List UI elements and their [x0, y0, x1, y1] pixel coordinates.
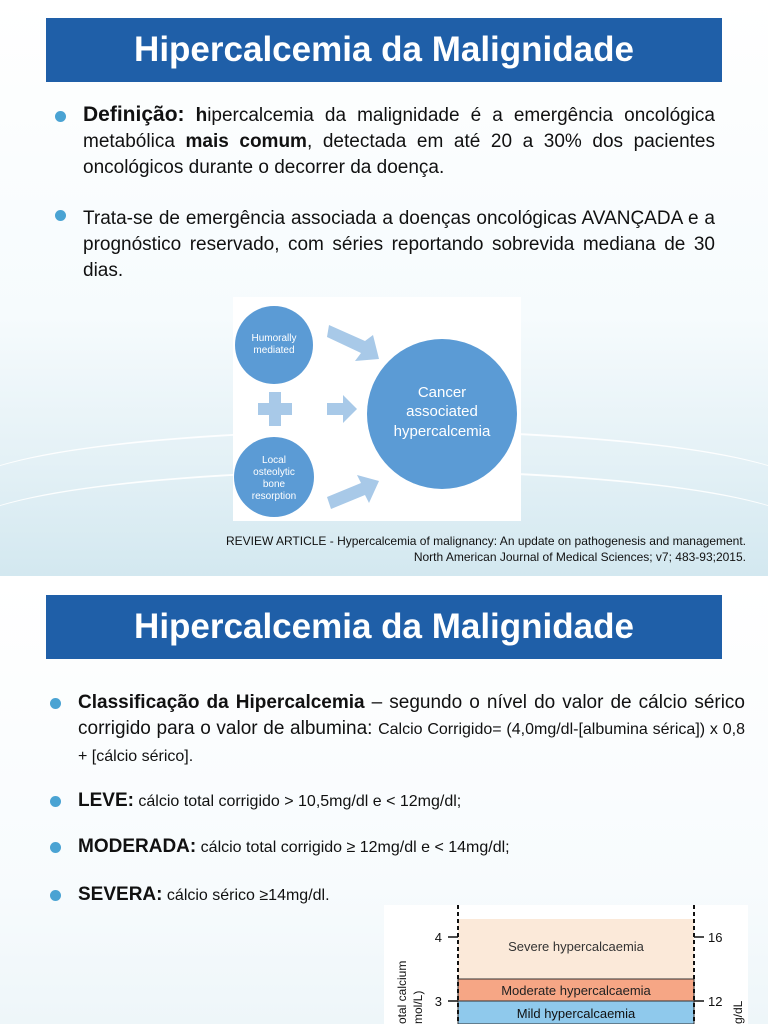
- bullet-icon: [55, 111, 66, 122]
- severa-item: [78, 882, 330, 909]
- definition-bold: mais comum: [185, 131, 307, 152]
- slide-title: Hipercalcemia da Malignidade: [46, 18, 722, 82]
- severa-text: cálcio sérico ≥14mg/dl.: [162, 887, 330, 904]
- slide-2: [0, 582, 768, 1024]
- left-tick-label: 3: [434, 994, 442, 1009]
- arrow-icon: [327, 475, 379, 509]
- leve-text: cálcio total corrigido > 10,5mg/dl e < 12mg/dl;: [133, 793, 462, 810]
- plus-icon: [258, 392, 292, 426]
- severa-label: SEVERA:: [78, 884, 163, 905]
- classification-text: – segundo o nível do valor de cálcio sérico corrigido para o valor de albumina:: [78, 692, 746, 739]
- diagram-svg: [233, 297, 521, 521]
- right-tick-label: 12: [708, 994, 723, 1009]
- citation-line-1: REVIEW ARTICLE - Hypercalcemia of malignancy: An update on pathogenesis and management.: [225, 534, 746, 548]
- left-tick-label: 4: [434, 930, 442, 945]
- classification-paragraph: [78, 690, 745, 770]
- arrow-icon: [327, 325, 379, 361]
- citation: [226, 533, 746, 565]
- bullet-icon: [55, 210, 66, 221]
- left-axis-unit: mol/L): [411, 990, 425, 1024]
- left-axis-label: otal calcium: [395, 960, 409, 1024]
- definition-initial: h: [195, 105, 208, 126]
- arrow-icon: [327, 395, 357, 423]
- severe-band-label: Severe hypercalcaemia: [508, 939, 644, 954]
- definition-text-b: , detectada em até 20 a 30% dos pacientes oncológicos durante o decorrer da doença.: [83, 131, 715, 178]
- bullet-icon: [50, 796, 61, 807]
- humoral-line-1: Humorally: [251, 333, 297, 344]
- slide-title: Hipercalcemia da Malignidade: [46, 595, 722, 659]
- bullet-icon: [50, 890, 61, 901]
- leve-item: [78, 788, 461, 815]
- bullet-icon: [50, 698, 61, 709]
- osteolytic-line-2: osteolytic: [253, 467, 295, 478]
- cancer-line-3: hypercalcemia: [393, 423, 491, 440]
- leve-label: LEVE:: [78, 790, 134, 811]
- cancer-line-2: associated: [406, 403, 478, 420]
- pathogenesis-diagram: [233, 297, 521, 521]
- moderada-text: cálcio total corrigido ≥ 12mg/dl e < 14mg/dl;: [196, 839, 510, 856]
- advanced-paragraph: Trata-se de emergência associada a doenças oncológicas AVANÇADA e a prognóstico reservado, com séries reportando sobrevida mediana de 30 dias.: [83, 208, 715, 281]
- definition-lead: Definição:: [83, 103, 185, 126]
- right-tick-label: 16: [708, 930, 723, 945]
- chart-svg: [384, 905, 748, 1024]
- moderada-label: MODERADA:: [78, 836, 197, 857]
- definition-paragraph: [83, 102, 715, 181]
- osteolytic-line-3: bone: [262, 479, 286, 490]
- humoral-line-2: mediated: [253, 345, 295, 356]
- calcium-levels-chart: [384, 905, 748, 1024]
- definition-text-a: ipercalcemia da malignidade é a emergência oncológica metabólica: [83, 105, 715, 152]
- classification-lead: Classificação da Hipercalcemia: [78, 692, 365, 713]
- mild-band-label: Mild hypercalcaemia: [516, 1006, 636, 1021]
- citation-line-2: North American Journal of Medical Sciences; v7; 483-93;2015.: [413, 550, 746, 564]
- classification-formula: Calcio Corrigido= (4,0mg/dl-[albumina sérica]) x 0,8 + [cálcio sérico].: [78, 721, 745, 765]
- moderate-band-label: Moderate hypercalcaemia: [501, 983, 651, 998]
- cancer-line-1: Cancer: [417, 384, 467, 401]
- bullet-icon: [50, 842, 61, 853]
- osteolytic-line-4: resorption: [251, 491, 297, 502]
- osteolytic-line-1: Local: [262, 455, 286, 466]
- moderada-item: [78, 834, 510, 861]
- right-axis-label: g/dL: [731, 1000, 745, 1024]
